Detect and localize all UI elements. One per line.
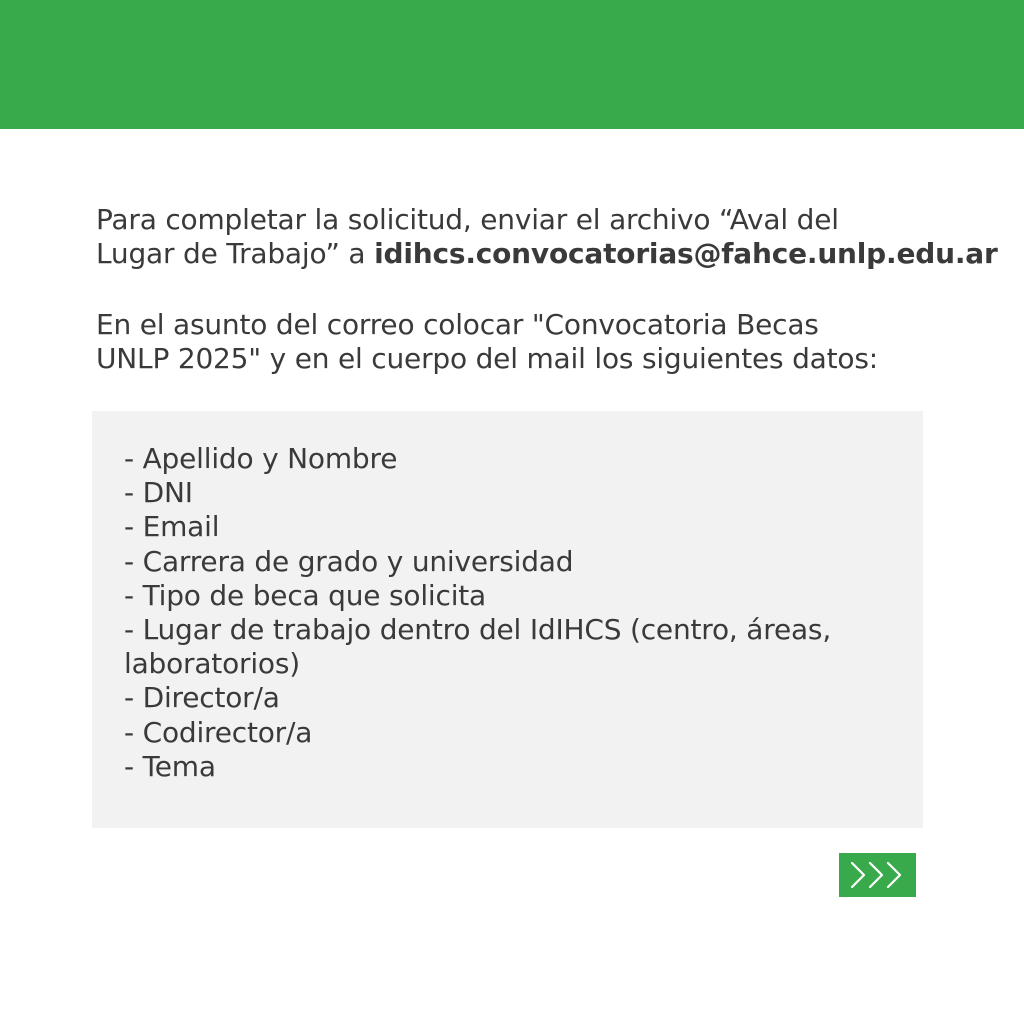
list-item: - Tipo de beca que solicita <box>124 578 487 612</box>
contact-email[interactable]: idihcs.convocatorias@fahce.unlp.edu.ar <box>374 237 998 270</box>
intro-line-2 <box>96 237 998 271</box>
subject-instructions <box>96 308 976 376</box>
required-data-box <box>92 411 923 828</box>
list-item: - DNI <box>124 476 193 510</box>
list-item: - Lugar de trabajo dentro del IdIHCS (centro, áreas, laboratorios) <box>124 613 832 681</box>
intro-line-2-prefix: Lugar de Trabajo” a <box>96 237 375 270</box>
list-item: - Codirector/a <box>124 715 313 749</box>
intro-line-1: Para completar la solicitud, enviar el archivo “Aval del <box>96 203 839 236</box>
subject-line-1: En el asunto del correo colocar "Convocatoria Becas <box>96 308 819 341</box>
header-bar <box>0 0 1024 129</box>
list-item: - Email <box>124 510 220 544</box>
required-data-list <box>124 442 884 784</box>
next-button[interactable] <box>839 853 916 897</box>
triple-chevron-right-icon <box>848 858 908 892</box>
subject-line-2: UNLP 2025" y en el cuerpo del mail los siguientes datos: <box>96 342 878 375</box>
list-item: - Apellido y Nombre <box>124 442 398 475</box>
list-item: - Tema <box>124 749 216 783</box>
list-item: - Director/a <box>124 681 280 715</box>
list-item: - Carrera de grado y universidad <box>124 544 574 578</box>
intro-text <box>96 203 998 271</box>
